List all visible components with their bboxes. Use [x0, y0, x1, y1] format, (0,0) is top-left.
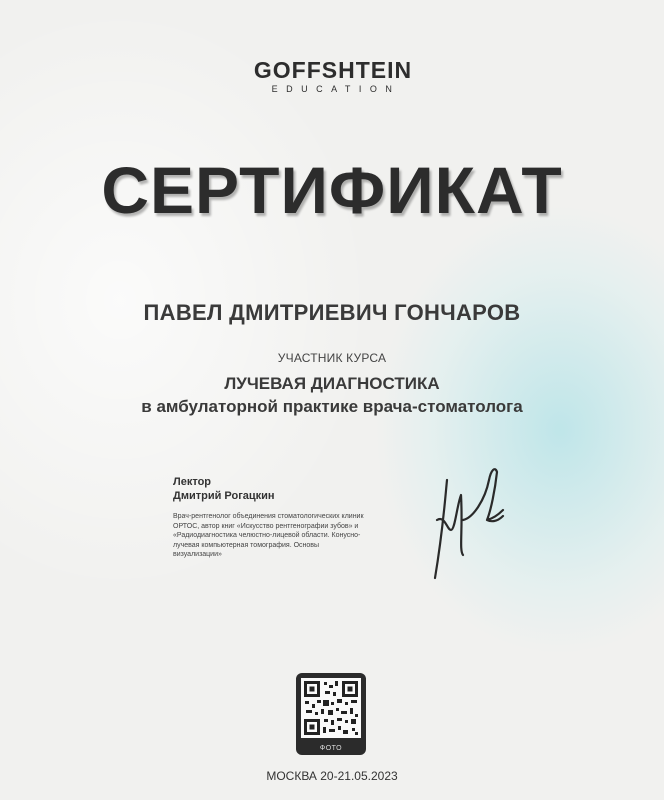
lecturer-label: Лектор — [173, 476, 212, 488]
brand-logo — [240, 58, 426, 94]
participant-label: УЧАСТНИК КУРСА — [277, 351, 387, 365]
logo-main-text: GOFFSHTEIN — [253, 57, 413, 83]
course-subtitle: в амбулаторной практике врача-стоматолога — [141, 397, 523, 416]
place-and-date: МОСКВА 20-21.05.2023 — [266, 769, 398, 783]
lecturer-name: Дмитрий Рогацкин — [173, 490, 275, 502]
course-title: ЛУЧЕВАЯ ДИАГНОСТИКА — [224, 374, 440, 393]
qr-label: ФОТО — [319, 745, 343, 752]
certificate-title: СЕРТИФИКАТ — [101, 153, 563, 227]
logo-sub-text: EDUCATION — [271, 84, 401, 94]
lecturer-bio: Врач-рентгенолог объединения стоматологических клиник ОРТОС, автор книг «Искусство рентгенографии зубов» и «Радиодиагностика челюстно-лицевой области. Конусно-лучевая компьютерная томография. Основы визуализации» — [173, 513, 364, 558]
recipient-name: ПАВЕЛ ДМИТРИЕВИЧ ГОНЧАРОВ — [143, 300, 521, 325]
signature-icon — [425, 460, 515, 590]
qr-code-icon — [301, 678, 361, 738]
qr-code-frame[interactable] — [296, 673, 366, 755]
